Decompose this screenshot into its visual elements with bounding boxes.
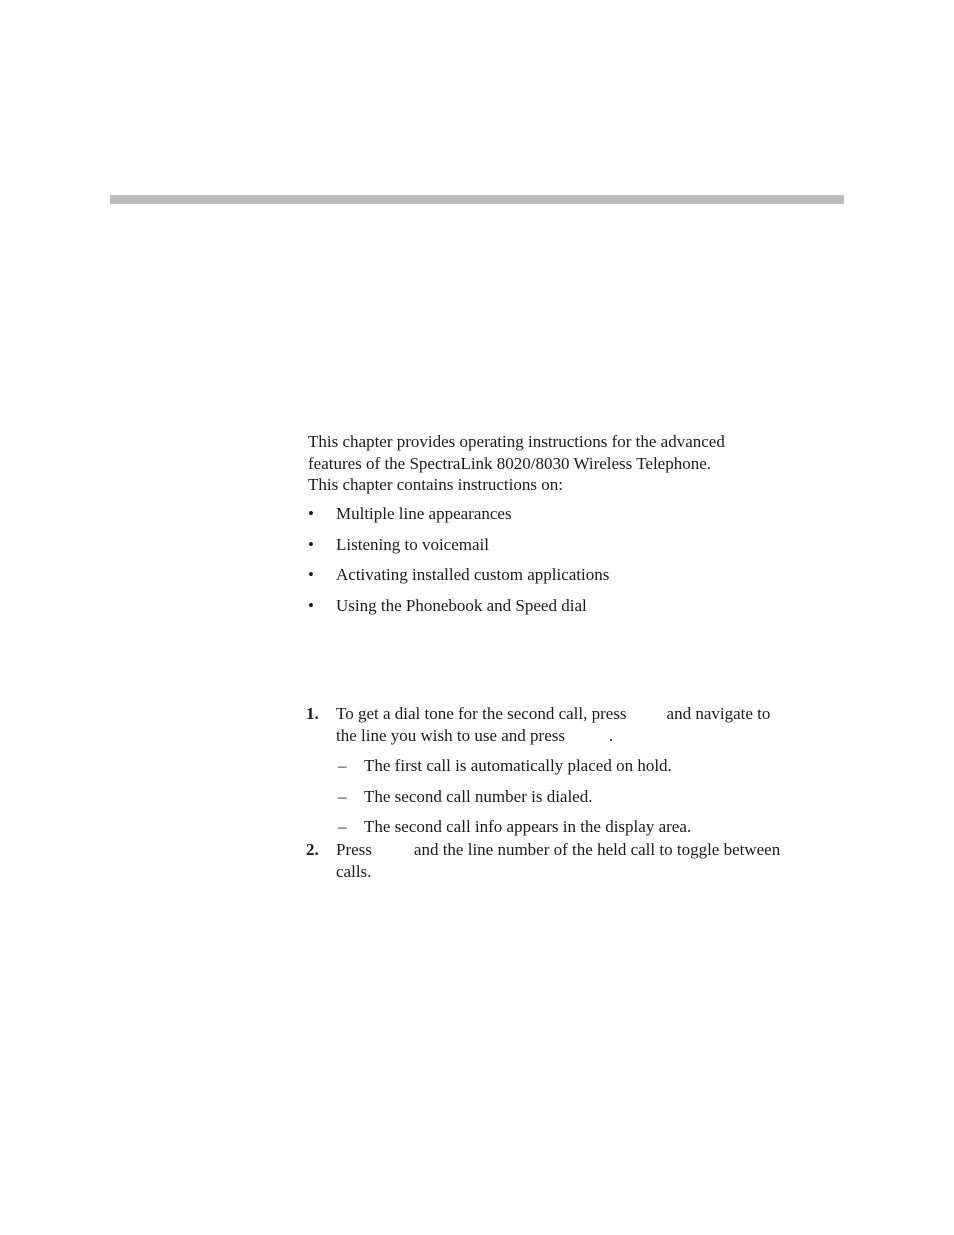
dash-icon: – [338,786,347,806]
step-1 [306,703,836,847]
intro-line-1: This chapter provides operating instructions for the advanced [308,432,725,451]
list-item: • Multiple line appearances [308,504,512,523]
list-item: – The first call is automatically placed on hold. [338,756,672,775]
step-2 [306,839,836,883]
step-number: 2. [306,840,319,860]
bullet-icon: • [308,565,314,585]
intro-line-2: features of the SpectraLink 8020/8030 Wireless Telephone. [308,453,712,473]
dash-icon: – [338,817,347,837]
step-text-line: To get a dial tone for the second call, press and navigate to [336,704,771,723]
step-text-line: Press and the line number of the held call to toggle between [336,840,781,860]
bullet-icon: • [308,596,314,616]
step-text-line: the line you wish to use and press . [336,726,614,745]
list-item: • Activating installed custom applications [308,565,610,585]
intro-line-3: This chapter contains instructions on: [308,475,563,494]
bullet-icon: • [308,534,314,554]
list-item: • Using the Phonebook and Speed dial [308,596,587,616]
list-item: – The second call info appears in the display area. [338,817,692,837]
dash-icon: – [338,756,347,775]
step-text-line: calls. [336,862,372,882]
list-item: • Listening to voicemail [308,534,489,554]
intro-paragraph [308,431,828,496]
header-rule [110,195,844,204]
topics-list [308,503,609,626]
list-item: – The second call number is dialed. [338,786,593,806]
step-number: 1. [306,704,319,723]
bullet-icon: • [308,504,314,523]
procedure-steps [306,703,836,883]
step-1-results [336,755,836,847]
